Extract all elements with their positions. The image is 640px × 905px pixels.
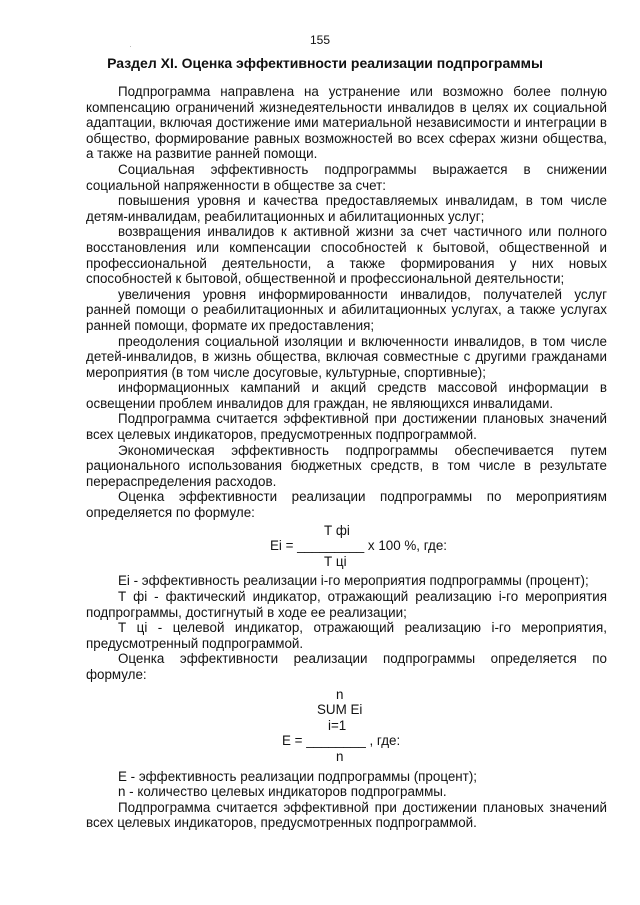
paragraph: Оценка эффективности реализации подпрограммы определяется по формуле: bbox=[86, 651, 607, 682]
section-title: Раздел XI. Оценка эффективности реализации подпрограммы bbox=[107, 55, 543, 71]
formula-sum-upper: n bbox=[336, 686, 344, 702]
definition: Т цi - целевой индикатор, отражающий реализацию i-го мероприятия, предусмотренный подпрограммой. bbox=[86, 620, 607, 651]
list-item: возвращения инвалидов к активной жизни за счет частичного или полного восстановления или компенсации способностей к бытовой, общественной и профессиональной деятельности, а также формирования у них новых способностей к бытовой, общественной и профессиональной деятельности; bbox=[86, 224, 607, 287]
formula-sum-index: i=1 bbox=[328, 717, 347, 733]
paragraph: Экономическая эффективность подпрограммы обеспечивается путем рационального использования бюджетных средств, в том числе в результате перераспределения расходов. bbox=[86, 442, 607, 489]
paragraph: Подпрограмма считается эффективной при достижении плановых значений всех целевых индикаторов, предусмотренных подпрограммой. bbox=[86, 411, 607, 443]
document-body bbox=[86, 84, 607, 831]
formula-sum: SUM Ei bbox=[317, 702, 363, 718]
paragraph: Оценка эффективности реализации подпрограммы по мероприятиям определяется по формуле: bbox=[86, 489, 607, 521]
paragraph: Подпрограмма считается эффективной при достижении плановых значений всех целевых индикаторов, предусмотренных подпрограммой. bbox=[86, 799, 607, 831]
paragraph: Подпрограмма направлена на устранение или возможно более полную компенсацию ограничений жизнедеятельности инвалидов в целях их социальной адаптации, включая достижение ими материальной независимости и интеграции в общество, формирование равных возможностей во всех сферах жизни общества, а также на развитие ранней помощи. bbox=[86, 84, 607, 162]
list-item: информационных кампаний и акций средств массовой информации в освещении проблем инвалидов для граждан, не являющихся инвалидами. bbox=[86, 380, 607, 411]
definition: E - эффективность реализации подпрограммы (процент); bbox=[118, 768, 477, 784]
definition: Т фi - фактический индикатор, отражающий реализацию i-го мероприятия подпрограммы, достигнутый в ходе ее реализации; bbox=[86, 589, 607, 620]
formula-program-efficiency bbox=[86, 687, 607, 765]
list-item: преодоления социальной изоляции и включенности инвалидов, в том числе детей-инвалидов, в жизнь общества, включая совместные с другими гражданами мероприятия (в том числе досуговые, культурные, спортивные); bbox=[86, 333, 607, 380]
formula-denominator: n bbox=[336, 748, 344, 764]
definition: n - количество целевых индикаторов подпрограммы. bbox=[118, 784, 447, 800]
formula-line: Ei = _________ x 100 %, где: bbox=[270, 538, 448, 554]
list-item: увеличения уровня информированности инвалидов, получателей услуг ранней помощи о реабилитационных и абилитационных услугах, а также услугах ранней помощи, формате их предоставления; bbox=[86, 286, 607, 333]
formula-numerator: Т фi bbox=[324, 522, 350, 538]
formula-line: E = ________ , где: bbox=[282, 733, 401, 749]
list-item: повышения уровня и качества предоставляемых инвалидам, в том числе детям-инвалидам, реабилитационных и абилитационных услуг; bbox=[86, 193, 607, 224]
formula-item-efficiency bbox=[86, 523, 607, 570]
page-number: 155 bbox=[309, 33, 331, 47]
definition: Ei - эффективность реализации i-го мероприятия подпрограммы (процент); bbox=[118, 573, 589, 589]
paragraph: Социальная эффективность подпрограммы выражается в снижении социальной напряженности в обществе за счет: bbox=[86, 161, 607, 193]
formula-denominator: Т цi bbox=[324, 553, 347, 569]
